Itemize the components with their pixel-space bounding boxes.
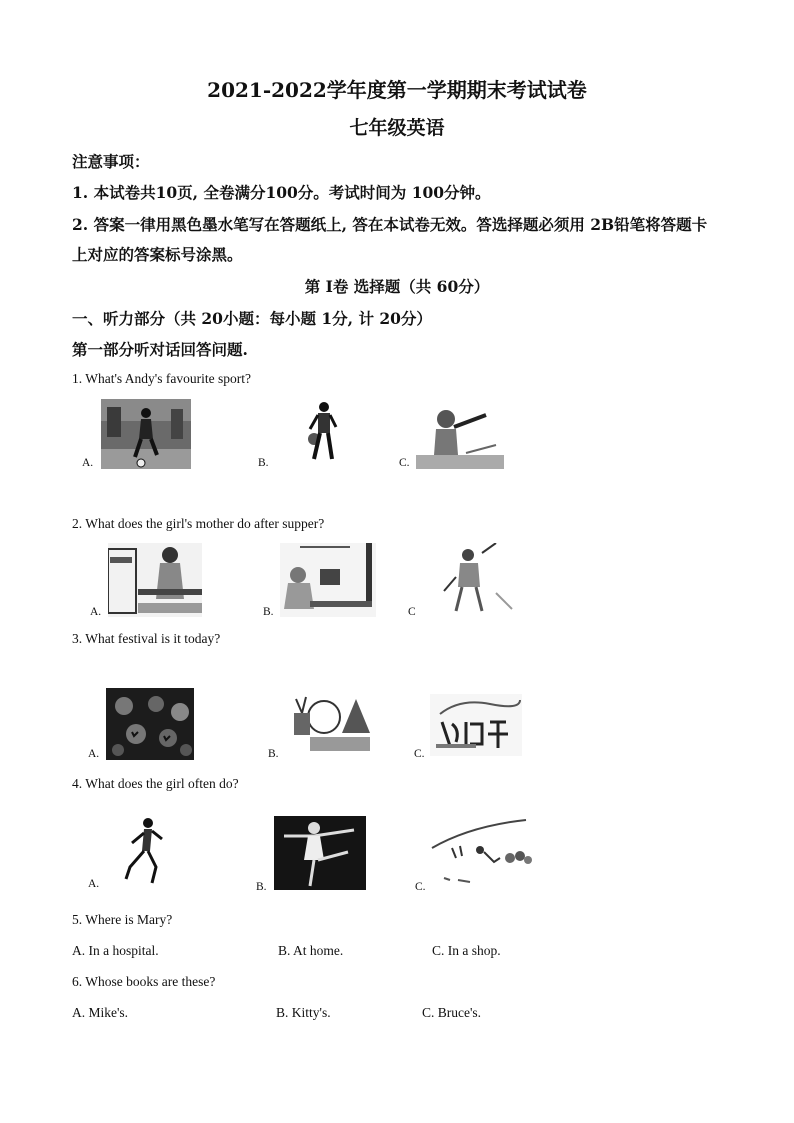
question-5: 5. Where is Mary? xyxy=(72,912,173,927)
q6-option-c[interactable]: C. Bruce's. xyxy=(422,1005,482,1020)
exam-title: 2021-2022学年度第一学期期末考试试卷 xyxy=(207,78,587,102)
part-heading: 第 I卷 选择题（共 60分） xyxy=(304,277,490,296)
q3-option-a[interactable]: A. xyxy=(88,748,100,760)
q5-option-a[interactable]: A. In a hospital. xyxy=(72,943,159,958)
notice-item-2-line-1: 2. 答案一律用黑色墨水笔写在答题纸上, 答在本试卷无效。答选择题必须用 2B铅笔将答题卡 xyxy=(72,215,708,234)
q3-option-b[interactable]: B. xyxy=(268,748,279,760)
subsection-heading: 第一部分听对话回答问题. xyxy=(72,340,248,359)
q1-option-b[interactable]: B. xyxy=(258,457,269,469)
q6-option-a[interactable]: A. Mike's. xyxy=(72,1005,129,1020)
q4-option-a[interactable]: A. xyxy=(88,878,100,890)
q1-option-c[interactable]: C. xyxy=(399,457,410,469)
sweeping-picture[interactable] xyxy=(426,543,518,617)
mid-autumn-festival-picture[interactable] xyxy=(430,694,522,756)
question-4: 4. What does the girl often do? xyxy=(72,776,239,791)
q2-option-a[interactable]: A. xyxy=(90,606,102,618)
washing-dishes-picture[interactable] xyxy=(108,543,202,617)
q6-option-b[interactable]: B. Kitty's. xyxy=(276,1005,331,1020)
q3-option-c[interactable]: C. xyxy=(414,748,425,760)
section-heading: 一、听力部分（共 20小题：每小题 1分, 计 20分） xyxy=(72,309,432,328)
notice-item-2-line-2: 上对应的答案标号涂黑。 xyxy=(72,245,243,264)
question-3: 3. What festival is it today? xyxy=(72,631,221,646)
dancing-picture[interactable] xyxy=(274,816,366,890)
q4-option-b[interactable]: B. xyxy=(256,881,267,893)
exam-subtitle: 七年级英语 xyxy=(349,117,445,139)
running-picture[interactable] xyxy=(122,815,166,887)
baseball-batter-picture[interactable] xyxy=(416,405,504,469)
watching-tv-picture[interactable] xyxy=(280,543,376,617)
halloween-picture[interactable] xyxy=(106,688,194,760)
question-2: 2. What does the girl's mother do after supper? xyxy=(72,516,325,531)
question-1: 1. What's Andy's favourite sport? xyxy=(72,371,251,386)
soccer-player-picture[interactable] xyxy=(101,399,191,469)
q4-option-c[interactable]: C. xyxy=(415,881,426,893)
q5-option-b[interactable]: B. At home. xyxy=(278,943,344,958)
q2-option-c[interactable]: C xyxy=(408,606,416,618)
question-6: 6. Whose books are these? xyxy=(72,974,216,989)
q5-option-c[interactable]: C. In a shop. xyxy=(432,943,501,958)
notice-item-1: 1. 本试卷共10页, 全卷满分100分。考试时间为 100分钟。 xyxy=(72,183,491,202)
christmas-picture[interactable] xyxy=(290,693,378,755)
q2-option-b[interactable]: B. xyxy=(263,606,274,618)
basketball-player-picture[interactable] xyxy=(300,399,348,469)
notice-heading: 注意事项： xyxy=(72,152,150,171)
swimming-picture[interactable] xyxy=(430,818,536,890)
q1-option-a[interactable]: A. xyxy=(82,457,94,469)
